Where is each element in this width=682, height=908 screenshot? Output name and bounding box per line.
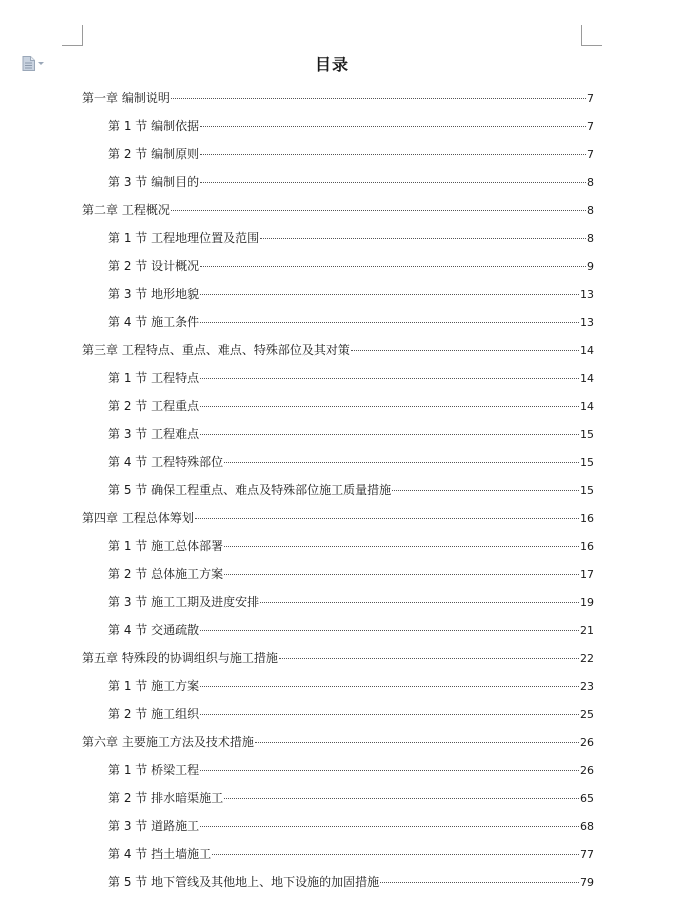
toc-entry-label: 第 2 节 总体施工方案 bbox=[108, 567, 224, 581]
toc-entry-page-number: 7 bbox=[587, 92, 594, 105]
toc-entry-label: 第 4 节 挡土墙施工 bbox=[108, 847, 212, 861]
toc-title: 目录 bbox=[314, 55, 349, 74]
toc-entry-page-number: 14 bbox=[580, 400, 594, 413]
toc-entry-section[interactable] bbox=[82, 588, 594, 616]
toc-entry-page-number: 65 bbox=[580, 792, 594, 805]
toc-dot-leader bbox=[200, 266, 586, 267]
toc-entry-page-number: 77 bbox=[580, 848, 594, 861]
toc-entry-page-number: 13 bbox=[580, 316, 594, 329]
toc-dot-leader bbox=[279, 658, 579, 659]
toc-entry-page-number: 8 bbox=[587, 176, 594, 189]
toc-entry-label: 第 1 节 桥梁工程 bbox=[108, 763, 200, 777]
toc-entry-page-number: 26 bbox=[580, 764, 594, 777]
toc-entry-page-number: 15 bbox=[580, 428, 594, 441]
toc-dot-leader bbox=[224, 798, 579, 799]
page-corner-mark-top-left bbox=[62, 25, 83, 46]
toc-dot-leader bbox=[195, 518, 579, 519]
toc-entry-page-number: 16 bbox=[580, 540, 594, 553]
toc-entry-section[interactable] bbox=[82, 784, 594, 812]
toc-dot-leader bbox=[255, 742, 579, 743]
toc-dot-leader bbox=[200, 378, 579, 379]
toc-entry-page-number: 19 bbox=[580, 596, 594, 609]
toc-entry-label: 第一章 编制说明 bbox=[82, 91, 170, 105]
toc-entry-section[interactable] bbox=[82, 476, 594, 504]
toc-dot-leader bbox=[200, 182, 586, 183]
toc-entry-page-number: 21 bbox=[580, 624, 594, 637]
toc-entry-label: 第二章 工程概况 bbox=[82, 203, 170, 217]
toc-entry-page-number: 7 bbox=[587, 120, 594, 133]
toc-entry-page-number: 17 bbox=[580, 568, 594, 581]
toc-entry-section[interactable] bbox=[82, 756, 594, 784]
toc-entry-label: 第六章 主要施工方法及技术措施 bbox=[82, 735, 254, 749]
toc-entry-label: 第 4 节 工程特殊部位 bbox=[108, 455, 224, 469]
toc-dot-leader bbox=[212, 854, 579, 855]
toc-entry-page-number: 14 bbox=[580, 372, 594, 385]
toc-dot-leader bbox=[200, 714, 579, 715]
toc-entry-label: 第 3 节 地形地貌 bbox=[108, 287, 200, 301]
toc-entry-label: 第三章 工程特点、重点、难点、特殊部位及其对策 bbox=[82, 343, 350, 357]
toc-entry-page-number: 22 bbox=[580, 652, 594, 665]
toc-entry-label: 第 3 节 工程难点 bbox=[108, 427, 200, 441]
toc-entry-chapter[interactable] bbox=[82, 644, 594, 672]
toc-dot-leader bbox=[171, 210, 586, 211]
toc-entry-label: 第 1 节 编制依据 bbox=[108, 119, 200, 133]
toc-entry-label: 第 4 节 施工条件 bbox=[108, 315, 200, 329]
toc-entry-page-number: 68 bbox=[580, 820, 594, 833]
toc-entry-label: 第 2 节 设计概况 bbox=[108, 259, 200, 273]
toc-entry-label: 第 3 节 编制目的 bbox=[108, 175, 200, 189]
toc-entry-label: 第 3 节 道路施工 bbox=[108, 819, 200, 833]
toc-entry-section[interactable] bbox=[82, 700, 594, 728]
toc-entry-page-number: 8 bbox=[587, 204, 594, 217]
toc-dot-leader bbox=[171, 98, 586, 99]
toc-entry-section[interactable] bbox=[82, 168, 594, 196]
toc-entry-label: 第四章 工程总体筹划 bbox=[82, 511, 194, 525]
page-corner-mark-top-right bbox=[581, 25, 602, 46]
toc-entry-label: 第 2 节 编制原则 bbox=[108, 147, 200, 161]
toc-entry-page-number: 7 bbox=[587, 148, 594, 161]
toc-entry-page-number: 15 bbox=[580, 456, 594, 469]
toc-dot-leader bbox=[260, 602, 579, 603]
toc-entry-chapter[interactable] bbox=[82, 196, 594, 224]
toc-entry-section[interactable] bbox=[82, 252, 594, 280]
toc-entry-label: 第 1 节 施工总体部署 bbox=[108, 539, 224, 553]
toc-entry-section[interactable] bbox=[82, 616, 594, 644]
toc-entry-section[interactable] bbox=[82, 112, 594, 140]
toc-dot-leader bbox=[200, 434, 579, 435]
toc-entry-chapter[interactable] bbox=[82, 504, 594, 532]
toc-dot-leader bbox=[200, 630, 579, 631]
toc-dot-leader bbox=[200, 126, 586, 127]
toc-entry-page-number: 8 bbox=[587, 232, 594, 245]
toc-entry-section[interactable] bbox=[82, 392, 594, 420]
toc-entry-section[interactable] bbox=[82, 812, 594, 840]
toc-dot-leader bbox=[200, 154, 586, 155]
toc-entry-label: 第 2 节 工程重点 bbox=[108, 399, 200, 413]
toc-entry-label: 第 2 节 施工组织 bbox=[108, 707, 200, 721]
toc-entry-section[interactable] bbox=[82, 420, 594, 448]
toc-entry-chapter[interactable] bbox=[82, 728, 594, 756]
toc-entry-section[interactable] bbox=[82, 280, 594, 308]
toc-dot-leader bbox=[380, 882, 579, 883]
toc-entry-label: 第 3 节 施工工期及进度安排 bbox=[108, 595, 260, 609]
toc-entry-label: 第 5 节 确保工程重点、难点及特殊部位施工质量措施 bbox=[108, 483, 392, 497]
toc-entry-section[interactable] bbox=[82, 308, 594, 336]
toc-entry-section[interactable] bbox=[82, 560, 594, 588]
toc-entry-page-number: 16 bbox=[580, 512, 594, 525]
toc-entry-section[interactable] bbox=[82, 448, 594, 476]
toc-entry-section[interactable] bbox=[82, 224, 594, 252]
toc-entry-section[interactable] bbox=[82, 140, 594, 168]
toc-dot-leader bbox=[260, 238, 586, 239]
toc-dot-leader bbox=[200, 770, 579, 771]
toc-entry-chapter[interactable] bbox=[82, 336, 594, 364]
toc-entry-page-number: 15 bbox=[580, 484, 594, 497]
toc-entry-label: 第五章 特殊段的协调组织与施工措施 bbox=[82, 651, 278, 665]
toc-dot-leader bbox=[200, 322, 579, 323]
toc-entry-label: 第 1 节 工程特点 bbox=[108, 371, 200, 385]
toc-entry-page-number: 9 bbox=[587, 260, 594, 273]
toc-entry-label: 第 5 节 地下管线及其他地上、地下设施的加固措施 bbox=[108, 875, 380, 889]
toc-dot-leader bbox=[200, 406, 579, 407]
toc-entry-label: 第 4 节 交通疏散 bbox=[108, 623, 200, 637]
toc-entry-section[interactable] bbox=[82, 364, 594, 392]
toc-entry-label: 第 2 节 排水暗渠施工 bbox=[108, 791, 224, 805]
toc-entry-label: 第 1 节 工程地理位置及范围 bbox=[108, 231, 260, 245]
toc-entry-section[interactable] bbox=[82, 532, 594, 560]
toc-entry-section[interactable] bbox=[82, 868, 594, 896]
toc-entry-page-number: 25 bbox=[580, 708, 594, 721]
table-of-contents bbox=[82, 84, 594, 896]
toc-entry-section[interactable] bbox=[82, 672, 594, 700]
toc-entry-page-number: 23 bbox=[580, 680, 594, 693]
toc-dot-leader bbox=[200, 686, 579, 687]
toc-entry-page-number: 26 bbox=[580, 736, 594, 749]
toc-dot-leader bbox=[224, 462, 579, 463]
toc-dot-leader bbox=[200, 826, 579, 827]
toc-entry-page-number: 13 bbox=[580, 288, 594, 301]
toc-entry-section[interactable] bbox=[82, 840, 594, 868]
toc-dot-leader bbox=[224, 546, 579, 547]
toc-dot-leader bbox=[200, 294, 579, 295]
toc-entry-page-number: 14 bbox=[580, 344, 594, 357]
toc-entry-label: 第 1 节 施工方案 bbox=[108, 679, 200, 693]
toc-dot-leader bbox=[224, 574, 579, 575]
toc-entry-chapter[interactable] bbox=[82, 84, 594, 112]
toc-entry-page-number: 79 bbox=[580, 876, 594, 889]
toc-dot-leader bbox=[351, 350, 579, 351]
toc-dot-leader bbox=[392, 490, 579, 491]
